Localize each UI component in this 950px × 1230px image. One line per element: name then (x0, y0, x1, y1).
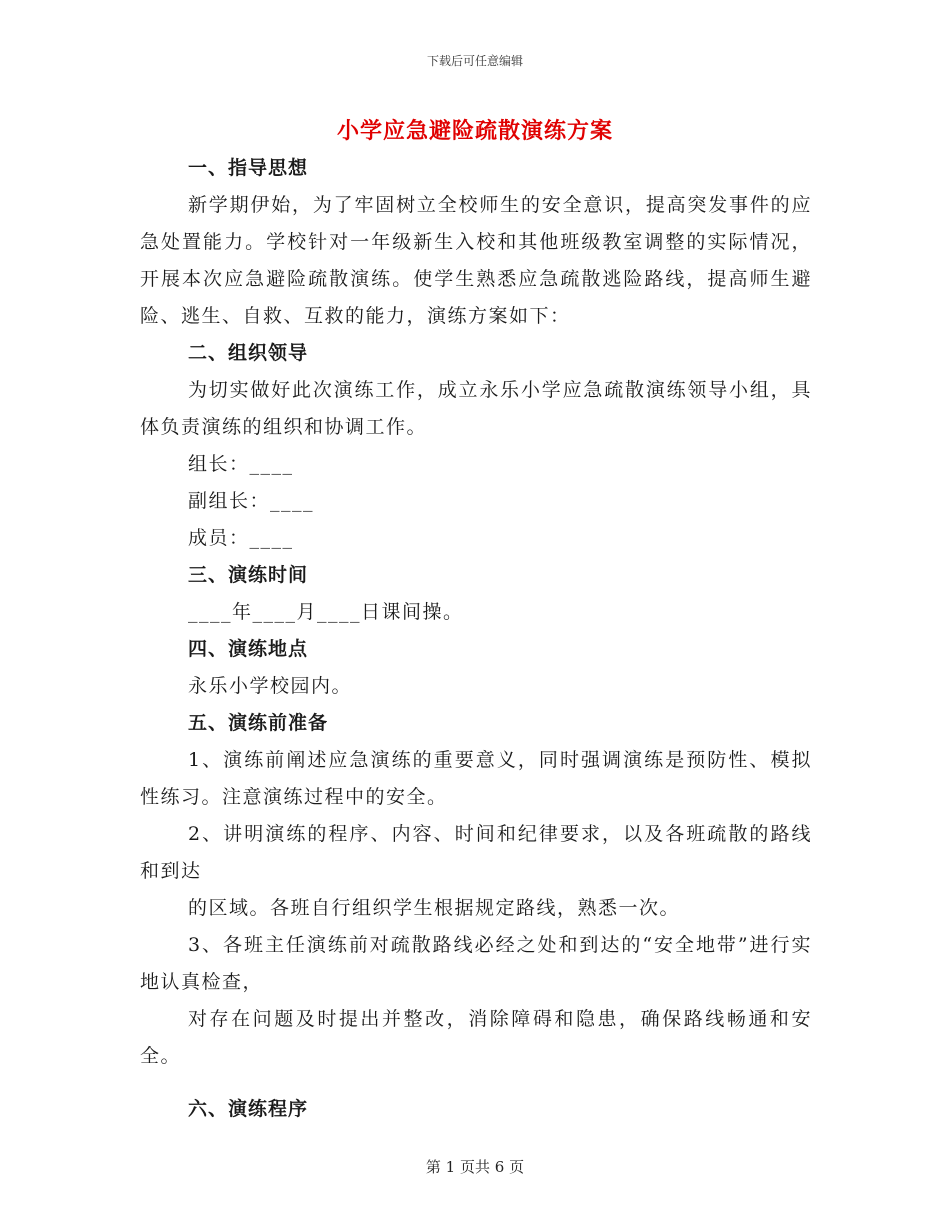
members-line: 成员：____ (188, 527, 294, 549)
section-1-paragraph: 新学期伊始，为了牢固树立全校师生的安全意识，提高突发事件的应急处置能力。学校针对一年级新生入校和其他班级教室调整的实际情况，开展本次应急避险疏散演练。使学生熟悉应急疏散逃险路线，提高师生避险、逃生、自救、互救的能力，演练方案如下： (140, 194, 812, 327)
document-body (140, 150, 812, 1128)
page-footer: 第 1 页共 6 页 (425, 1158, 525, 1176)
leader-line: 组长：____ (188, 453, 294, 475)
prep-item-3-continued: 对存在问题及时提出并整改，消除障碍和隐患，确保路线畅通和安全。 (140, 1008, 812, 1067)
section-heading-5: 五、演练前准备 (188, 712, 329, 734)
section-4-paragraph: 永乐小学校园内。 (188, 675, 353, 697)
prep-item-3: 3、各班主任演练前对疏散路线必经之处和到达的“安全地带”进行实地认真检查， (140, 934, 812, 993)
document-title: 小学应急避险疏散演练方案 (336, 118, 613, 144)
prep-item-2: 2、讲明演练的程序、内容、时间和纪律要求，以及各班疏散的路线和到达 (140, 823, 812, 882)
page-header-note: 下载后可任意编辑 (426, 54, 523, 68)
section-3-paragraph: ____年____月____日课间操。 (188, 601, 464, 623)
prep-item-2-continued: 的区域。各班自行组织学生根据规定路线，熟悉一次。 (188, 897, 681, 919)
section-2-paragraph: 为切实做好此次演练工作，成立永乐小学应急疏散演练领导小组，具体负责演练的组织和协调工作。 (140, 379, 812, 438)
section-heading-2: 二、组织领导 (188, 342, 309, 364)
section-heading-4: 四、演练地点 (188, 638, 309, 660)
section-heading-3: 三、演练时间 (188, 564, 309, 586)
prep-item-1: 1、演练前阐述应急演练的重要意义，同时强调演练是预防性、模拟性练习。注意演练过程中的安全。 (140, 749, 812, 808)
section-heading-1: 一、指导思想 (188, 157, 309, 179)
vice-leader-line: 副组长：____ (188, 490, 315, 512)
section-heading-6: 六、演练程序 (188, 1098, 309, 1120)
